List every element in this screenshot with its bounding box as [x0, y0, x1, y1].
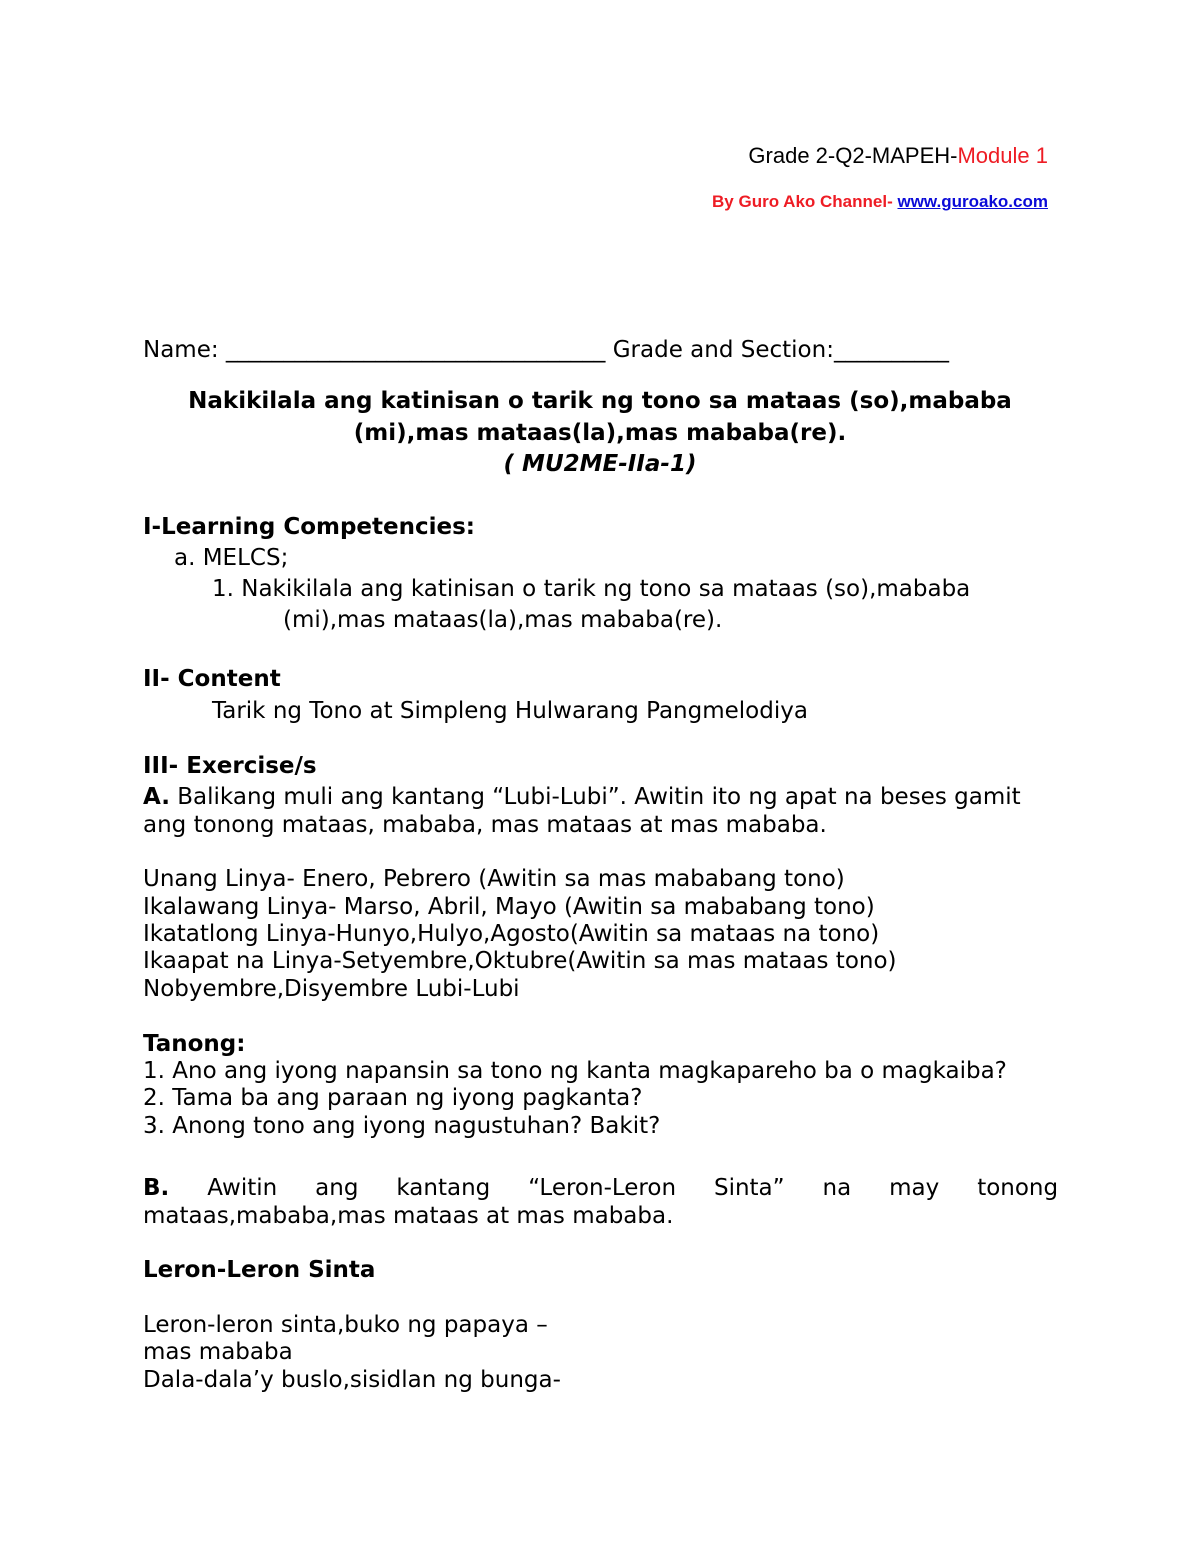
exercise-b-line-2: mataas,mababa,mas mataas at mas mababa.: [143, 1203, 674, 1229]
section-3-heading: III- Exercise/s: [143, 753, 317, 779]
question-item: 3. Anong tono ang iyong nagustuhan? Bakit?: [143, 1113, 661, 1139]
song-line: Ikatatlong Linya-Hunyo,Hulyo,Agosto(Awitin sa mataas na tono): [143, 921, 880, 947]
document-code: [748, 143, 1048, 169]
section-2-heading: II- Content: [143, 666, 281, 692]
song-line: Ikalawang Linya- Marso, Abril, Mayo (Awitin sa mababang tono): [143, 894, 875, 920]
exercise-b-word: Awitin: [207, 1175, 278, 1201]
title-line-2: (mi),mas mataas(la),mas mababa(re).: [353, 420, 847, 446]
exercise-b-word: na: [822, 1175, 852, 1201]
song-line: Nobyembre,Disyembre Lubi-Lubi: [143, 976, 520, 1002]
questions-heading: Tanong:: [143, 1031, 246, 1057]
content-text: Tarik ng Tono at Simpleng Hulwarang Pangmelodiya: [212, 698, 808, 724]
song-line: Unang Linya- Enero, Pebrero (Awitin sa mas mababang tono): [143, 866, 845, 892]
lyric-line: Leron-leron sinta,buko ng papaya –: [143, 1312, 548, 1338]
lyric-line: Dala-dala’y buslo,sisidlan ng bunga-: [143, 1367, 561, 1393]
section-1-heading: I-Learning Competencies:: [143, 514, 476, 540]
byline-text: By Guro Ako Channel-: [712, 192, 898, 211]
song-title: Leron-Leron Sinta: [143, 1257, 376, 1283]
exercise-a-line-2: ang tonong mataas, mababa, mas mataas at mas mababa.: [143, 812, 827, 838]
competency-item-1: 1. Nakikilala ang katinisan o tarik ng tono sa mataas (so),mababa: [212, 576, 971, 602]
exercise-b-word: kantang: [396, 1175, 491, 1201]
song-line: Ikaapat na Linya-Setyembre,Oktubre(Awitin sa mas mataas tono): [143, 948, 897, 974]
byline: [712, 192, 1048, 212]
exercise-b-word: may: [889, 1175, 940, 1201]
question-item: 2. Tama ba ang paraan ng iyong pagkanta?: [143, 1085, 643, 1111]
lyric-line: mas mababa: [143, 1339, 293, 1365]
exercise-a-text: Balikang muli ang kantang “Lubi-Lubi”. Awitin ito ng apat na beses gamit: [169, 784, 1021, 810]
exercise-b-word: Sinta”: [713, 1175, 785, 1201]
melcs-label: a. MELCS;: [174, 545, 289, 571]
exercise-b-word: “Leron-Leron: [528, 1175, 677, 1201]
question-item: 1. Ano ang iyong napansin sa tono ng kanta magkapareho ba o magkaiba?: [143, 1058, 1007, 1084]
competency-item-1-cont: (mi),mas mataas(la),mas mababa(re).: [283, 607, 723, 633]
website-link[interactable]: www.guroako.com: [897, 192, 1048, 211]
exercise-b-label: B.: [143, 1175, 170, 1201]
exercise-b-word: ang: [315, 1175, 359, 1201]
exercise-a-line-1: [143, 784, 1021, 810]
exercise-b-line-1: [143, 1175, 1058, 1201]
document-code-prefix: Grade 2-Q2-MAPEH-: [748, 143, 958, 168]
competency-code: ( MU2ME-IIa-1): [503, 451, 697, 477]
exercise-b-word: tonong: [977, 1175, 1059, 1201]
module-label: Module 1: [957, 143, 1048, 168]
title-line-1: Nakikilala ang katinisan o tarik ng tono sa mataas (so),mababa: [188, 388, 1012, 414]
name-grade-section-line: Name: _________________________________ Grade and Section:__________: [143, 337, 949, 363]
exercise-a-label: A.: [143, 784, 170, 810]
